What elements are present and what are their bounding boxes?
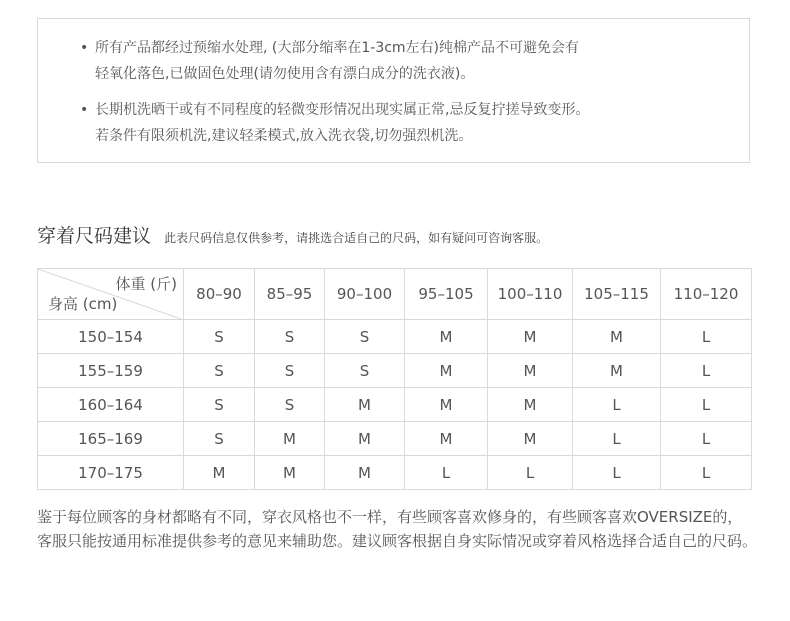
size-cell: L (661, 456, 752, 490)
care-note-line: 长期机洗晒干或有不同程度的轻微变形情况出现实属正常,忌反复拧搓导致变形。 (95, 102, 590, 118)
size-cell: S (325, 354, 405, 388)
care-note-item (80, 35, 680, 87)
table-row (38, 388, 752, 422)
size-cell: M (488, 320, 573, 354)
size-cell: M (405, 354, 488, 388)
size-cell: M (405, 388, 488, 422)
height-cell: 165–169 (38, 422, 184, 456)
weight-column-header: 85–95 (255, 269, 325, 320)
size-cell: M (405, 320, 488, 354)
size-cell: M (573, 320, 661, 354)
size-cell: M (405, 422, 488, 456)
height-cell: 150–154 (38, 320, 184, 354)
size-cell: M (255, 422, 325, 456)
size-cell: M (488, 422, 573, 456)
size-cell: L (661, 388, 752, 422)
bullet-icon: • (80, 40, 89, 56)
size-cell: S (184, 354, 255, 388)
size-section-heading (37, 221, 548, 248)
size-cell: M (325, 388, 405, 422)
size-cell: M (573, 354, 661, 388)
weight-column-header: 90–100 (325, 269, 405, 320)
table-header-row (38, 269, 752, 320)
size-cell: L (661, 422, 752, 456)
size-cell: M (488, 388, 573, 422)
height-axis-label: 身高 (cm) (48, 295, 118, 313)
care-note-line: 轻氧化落色,已做固色处理(请勿使用含有漂白成分的洗衣液)。 (95, 66, 475, 82)
height-cell: 170–175 (38, 456, 184, 490)
size-cell: M (325, 456, 405, 490)
size-cell: M (255, 456, 325, 490)
size-cell: S (184, 422, 255, 456)
size-cell: L (573, 388, 661, 422)
size-cell: S (255, 354, 325, 388)
size-cell: L (661, 354, 752, 388)
height-cell: 160–164 (38, 388, 184, 422)
weight-column-header: 100–110 (488, 269, 573, 320)
section-subtitle: 此表尺码信息仅供参考，请挑选合适自己的尺码，如有疑问可咨询客服。 (164, 231, 549, 245)
weight-column-header: 110–120 (661, 269, 752, 320)
table-row (38, 422, 752, 456)
height-cell: 155–159 (38, 354, 184, 388)
size-cell: L (573, 422, 661, 456)
care-note-line: 若条件有限须机洗,建议轻柔模式,放入洗衣袋,切勿强烈机洗。 (95, 128, 473, 144)
size-cell: L (573, 456, 661, 490)
size-cell: S (184, 388, 255, 422)
weight-column-header: 105–115 (573, 269, 661, 320)
size-cell: S (255, 388, 325, 422)
table-row (38, 456, 752, 490)
size-cell: M (184, 456, 255, 490)
size-cell: L (488, 456, 573, 490)
weight-column-header: 80–90 (184, 269, 255, 320)
table-row (38, 354, 752, 388)
bullet-icon: • (80, 102, 89, 118)
size-cell: M (325, 422, 405, 456)
size-table (37, 268, 752, 490)
size-cell: S (255, 320, 325, 354)
care-note-line: 所有产品都经过预缩水处理, (大部分缩率在1-3cm左右)纯棉产品不可避免会有 (95, 40, 580, 56)
size-cell: L (661, 320, 752, 354)
care-note-item (80, 97, 680, 149)
size-cell: M (488, 354, 573, 388)
table-row (38, 320, 752, 354)
weight-axis-label: 体重 (斤) (115, 275, 177, 293)
size-cell: L (405, 456, 488, 490)
section-title: 穿着尺码建议 (37, 225, 152, 247)
size-advice-note: 鉴于每位顾客的身材都略有不同，穿衣风格也不一样，有些顾客喜欢修身的，有些顾客喜欢OVERSIZE的，客服只能按通用标准提供参考的意见来辅助您。建议顾客根据自身实际情况或穿着风格选择合适自己的尺码。 (37, 508, 758, 550)
size-cell: S (184, 320, 255, 354)
table-corner-cell (38, 269, 184, 320)
weight-column-header: 95–105 (405, 269, 488, 320)
size-cell: S (325, 320, 405, 354)
